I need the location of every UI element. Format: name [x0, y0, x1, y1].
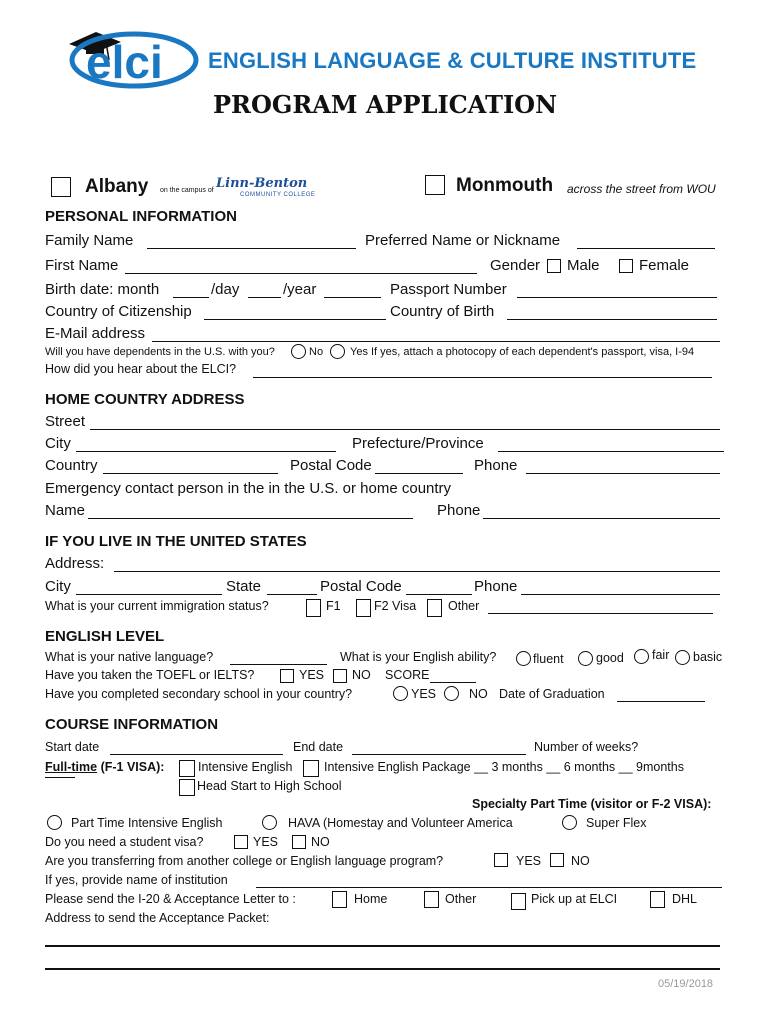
preferred-name-field[interactable]: [577, 248, 715, 249]
monmouth-checkbox[interactable]: [425, 175, 445, 195]
passport-label: Passport Number: [390, 281, 507, 298]
country-birth-field[interactable]: [507, 319, 717, 320]
send-dhl-checkbox[interactable]: [650, 891, 665, 908]
emergency-phone-field[interactable]: [483, 518, 720, 519]
us-state-label: State: [226, 578, 262, 595]
f1-visa-label: (F-1 VISA):: [97, 760, 165, 774]
citizenship-label: Country of Citizenship: [45, 303, 192, 320]
native-language-label: What is your native language?: [45, 650, 214, 664]
birth-day-field[interactable]: [248, 297, 281, 298]
english-heading: ENGLISH LEVEL: [45, 628, 165, 645]
f2-checkbox[interactable]: [356, 599, 371, 617]
package-label: Intensive English Package __ 3 months __ 6 months __ 9months: [324, 760, 684, 774]
fair-label: fair: [652, 648, 670, 662]
passport-field[interactable]: [517, 297, 717, 298]
toefl-no-checkbox[interactable]: [333, 669, 347, 683]
elci-logo: [66, 20, 201, 90]
address-packet-label: Address to send the Acceptance Packet:: [45, 911, 270, 925]
grad-date-label: Date of Graduation: [499, 687, 605, 701]
weeks-label: Number of weeks?: [534, 740, 639, 754]
us-address-field[interactable]: [114, 571, 720, 572]
part-time-radio[interactable]: [47, 815, 62, 830]
basic-radio[interactable]: [675, 650, 690, 665]
street-field[interactable]: [90, 429, 720, 430]
fulltime-label: Full-time: [45, 760, 98, 774]
emergency-phone-label: Phone: [437, 502, 481, 519]
home-phone-label: Phone: [474, 457, 518, 474]
dependents-yes-note: Yes If yes, attach a photocopy of each dependent's passport, visa, I-94: [350, 346, 695, 358]
toefl-yes-checkbox[interactable]: [280, 669, 294, 683]
male-label: Male: [567, 257, 600, 274]
birth-year-label: /year: [283, 281, 317, 298]
logo-text: elci: [86, 36, 163, 88]
f1-checkbox[interactable]: [306, 599, 321, 617]
family-name-label: Family Name: [45, 232, 134, 249]
home-country-field[interactable]: [103, 473, 278, 474]
email-field[interactable]: [152, 341, 720, 342]
partner-logo: Linn-Benton: [216, 176, 308, 191]
package-checkbox[interactable]: [303, 760, 319, 777]
send-home-label: Home: [354, 892, 388, 906]
fair-radio[interactable]: [634, 649, 649, 664]
send-other-checkbox[interactable]: [424, 891, 439, 908]
first-name-field[interactable]: [125, 273, 477, 274]
birth-year-field[interactable]: [324, 297, 381, 298]
f1-label: F1: [326, 599, 341, 613]
send-pickup-checkbox[interactable]: [511, 893, 526, 910]
us-phone-label: Phone: [474, 578, 518, 595]
score-field[interactable]: [430, 682, 476, 683]
birth-day-label: /day: [211, 281, 240, 298]
us-state-field[interactable]: [267, 594, 317, 595]
monmouth-label: Monmouth: [456, 175, 554, 196]
intensive-checkbox[interactable]: [179, 760, 195, 777]
emergency-label: Emergency contact person in the in the U.S. or home country: [45, 480, 452, 497]
immigration-question: What is your current immigration status?: [45, 599, 269, 613]
home-city-field[interactable]: [76, 451, 336, 452]
f2-label: F2 Visa: [374, 599, 417, 613]
street-label: Street: [45, 413, 86, 430]
birth-month-label: Birth date: month: [45, 281, 160, 298]
transfer-no-label: NO: [571, 854, 590, 868]
citizenship-field[interactable]: [204, 319, 386, 320]
fluent-radio[interactable]: [516, 651, 531, 666]
family-name-field[interactable]: [147, 248, 356, 249]
ability-label: What is your English ability?: [340, 650, 497, 664]
us-city-label: City: [45, 578, 71, 595]
start-date-field[interactable]: [110, 754, 283, 755]
intensive-label: Intensive English: [198, 760, 293, 774]
part-time-label: Part Time Intensive English: [71, 816, 223, 830]
other-status-field[interactable]: [488, 613, 713, 614]
partner-sub: COMMUNITY COLLEGE: [240, 192, 316, 198]
secondary-no-label: NO: [469, 687, 488, 701]
good-label: good: [596, 651, 624, 665]
us-city-field[interactable]: [76, 594, 222, 595]
head-start-label: Head Start to High School: [197, 779, 342, 793]
home-country-label: Country: [45, 457, 98, 474]
albany-label: Albany: [85, 176, 149, 197]
gender-label: Gender: [490, 257, 541, 274]
home-heading: HOME COUNTRY ADDRESS: [45, 391, 245, 408]
visa-yes-label: YES: [253, 835, 279, 849]
emergency-name-label: Name: [45, 502, 86, 519]
secondary-question: Have you completed secondary school in your country?: [45, 687, 353, 701]
end-date-field[interactable]: [352, 754, 526, 755]
monmouth-note: across the street from WOU: [567, 182, 716, 196]
toefl-yes-label: YES: [299, 668, 325, 682]
preferred-name-label: Preferred Name or Nickname: [365, 232, 561, 249]
send-dhl-label: DHL: [672, 892, 698, 906]
dependents-yes-radio[interactable]: [330, 344, 345, 359]
birth-month-field[interactable]: [173, 297, 209, 298]
home-city-label: City: [45, 435, 71, 452]
hear-about-field[interactable]: [253, 377, 712, 378]
transfer-yes-checkbox[interactable]: [494, 853, 508, 867]
fulltime-underline: [45, 777, 75, 778]
packet-address-line-2[interactable]: [45, 968, 720, 970]
female-label: Female: [639, 257, 690, 274]
institution-field[interactable]: [256, 887, 722, 888]
hava-label: HAVA (Homestay and Volunteer America: [288, 816, 513, 830]
dependents-question: Will you have dependents in the U.S. with you?: [45, 346, 275, 358]
institute-name: ENGLISH LANGUAGE & CULTURE INSTITUTE: [208, 48, 697, 73]
super-flex-label: Super Flex: [586, 816, 647, 830]
toefl-question: Have you taken the TOEFL or IELTS?: [45, 668, 255, 682]
visa-no-label: NO: [311, 835, 330, 849]
fluent-label: fluent: [533, 652, 564, 666]
us-address-label: Address:: [45, 555, 105, 572]
student-visa-question: Do you need a student visa?: [45, 835, 204, 849]
prefecture-label: Prefecture/Province: [352, 435, 484, 452]
other-status-checkbox[interactable]: [427, 599, 442, 617]
super-flex-radio[interactable]: [562, 815, 577, 830]
albany-checkbox[interactable]: [51, 177, 71, 197]
hear-about-label: How did you hear about the ELCI?: [45, 362, 237, 376]
visa-yes-checkbox[interactable]: [234, 835, 248, 849]
start-date-label: Start date: [45, 740, 100, 754]
dependents-no-label: No: [309, 346, 324, 358]
visa-no-checkbox[interactable]: [292, 835, 306, 849]
basic-label: basic: [693, 650, 723, 664]
form-date: 05/19/2018: [658, 978, 714, 990]
personal-heading: PERSONAL INFORMATION: [45, 208, 237, 225]
send-to-label: Please send the I-20 & Acceptance Letter to :: [45, 892, 296, 906]
female-checkbox[interactable]: [619, 259, 633, 273]
country-birth-label: Country of Birth: [390, 303, 495, 320]
transfer-no-checkbox[interactable]: [550, 853, 564, 867]
packet-address-line-1[interactable]: [45, 945, 720, 947]
home-phone-field[interactable]: [526, 473, 720, 474]
home-postal-field[interactable]: [375, 473, 463, 474]
send-pickup-label: Pick up at ELCI: [531, 892, 618, 906]
us-heading: IF YOU LIVE IN THE UNITED STATES: [45, 533, 307, 550]
score-label: SCORE: [385, 668, 430, 682]
native-language-field[interactable]: [230, 664, 327, 665]
course-heading: COURSE INFORMATION: [45, 716, 219, 733]
head-start-checkbox[interactable]: [179, 779, 195, 796]
toefl-no-label: NO: [352, 668, 371, 682]
email-label: E-Mail address: [45, 325, 146, 342]
secondary-yes-label: YES: [411, 687, 437, 701]
us-phone-field[interactable]: [521, 594, 720, 595]
institution-label: If yes, provide name of institution: [45, 873, 228, 887]
male-checkbox[interactable]: [547, 259, 561, 273]
dependents-no-radio[interactable]: [291, 344, 306, 359]
good-radio[interactable]: [578, 651, 593, 666]
transfer-question: Are you transferring from another college or English language program?: [45, 854, 444, 868]
first-name-label: First Name: [45, 257, 119, 274]
home-postal-label: Postal Code: [290, 457, 372, 474]
on-campus-of: on the campus of: [160, 187, 214, 194]
send-home-checkbox[interactable]: [332, 891, 347, 908]
emergency-name-field[interactable]: [88, 518, 413, 519]
transfer-yes-label: YES: [516, 854, 542, 868]
page-title: PROGRAM APPLICATION: [212, 90, 558, 119]
other-status-label: Other: [448, 599, 480, 613]
secondary-no-radio[interactable]: [444, 686, 459, 701]
send-other-label: Other: [445, 892, 477, 906]
specialty-heading: Specialty Part Time (visitor or F-2 VISA):: [472, 797, 712, 811]
hava-radio[interactable]: [262, 815, 277, 830]
prefecture-field[interactable]: [498, 451, 724, 452]
end-date-label: End date: [293, 740, 344, 754]
secondary-yes-radio[interactable]: [393, 686, 408, 701]
us-postal-field[interactable]: [406, 594, 472, 595]
grad-date-field[interactable]: [617, 701, 705, 702]
us-postal-label: Postal Code: [320, 578, 402, 595]
